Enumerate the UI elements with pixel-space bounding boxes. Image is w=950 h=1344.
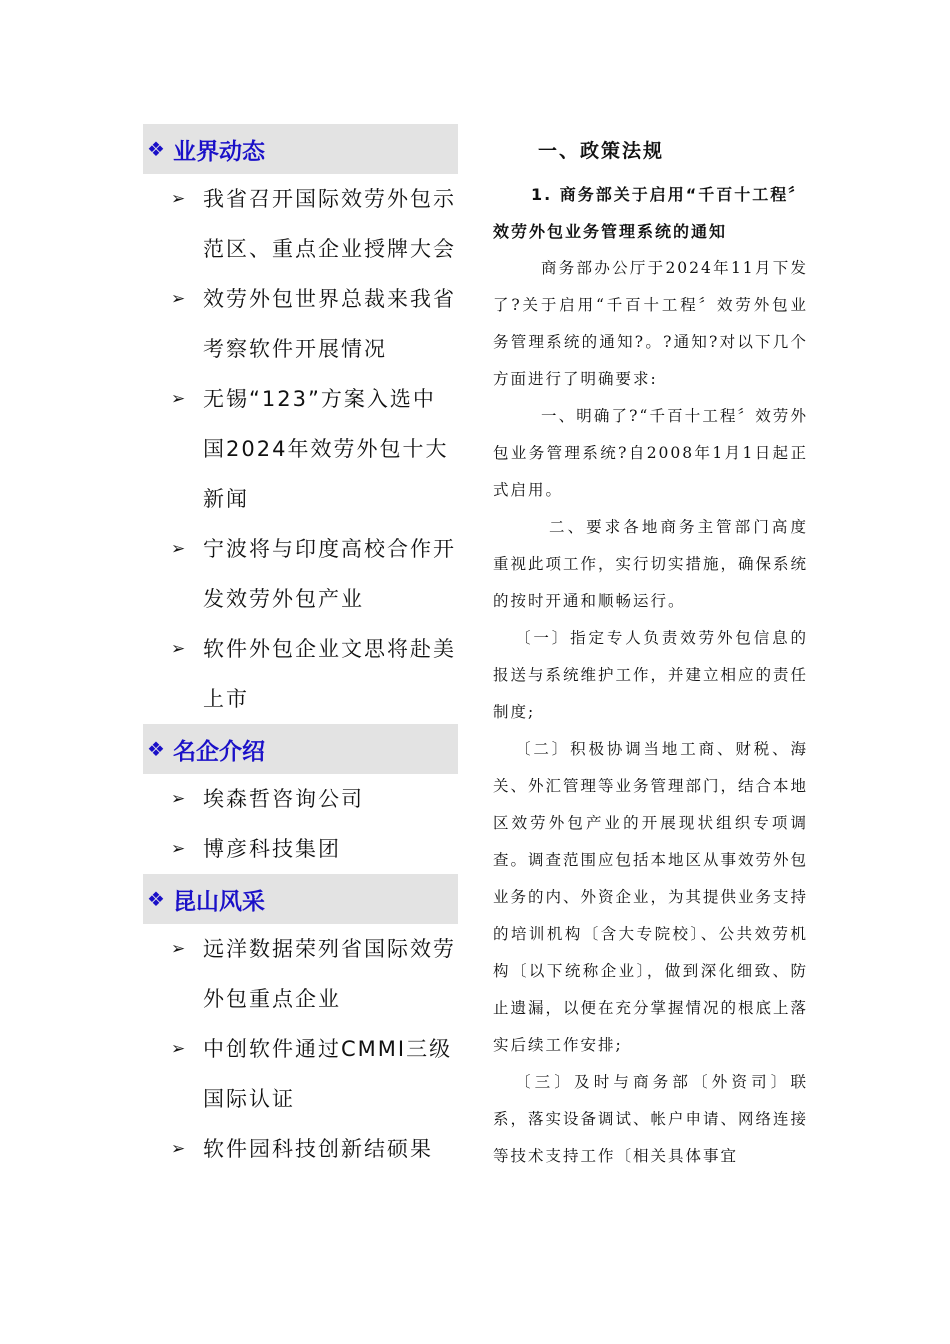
section-title: 业界动态 — [172, 138, 265, 165]
arrow-right-icon: ➢ — [171, 189, 186, 209]
list-item-text: 无锡“123”方案入选中国2024年效劳外包十大新闻 — [203, 387, 449, 511]
list-item-text: 软件园科技创新结硕果 — [203, 1137, 433, 1161]
arrow-right-icon: ➢ — [171, 1139, 186, 1159]
article-paragraph: 一、明确了?“千百十工程〞效劳外包业务管理系统?自2008年1月1日起正式启用。 — [493, 407, 808, 499]
diamond-icon: ❖ — [147, 887, 165, 911]
article-subheading: 1. 商务部关于启用“千百十工程〞效劳外包业务管理系统的通知 — [493, 185, 807, 241]
list-item[interactable] — [171, 374, 458, 524]
section-header-company-profiles — [143, 724, 458, 774]
article-paragraph: 商务部办公厅于2024年11月下发了?关于启用“千百十工程〞效劳外包业务管理系统的通知?。?通知?对以下几个方面进行了明确要求: — [493, 259, 808, 388]
article — [493, 130, 808, 1175]
article-paragraph: 〔一〕指定专人负责效劳外包信息的报送与系统维护工作，并建立相应的责任制度; — [493, 629, 809, 721]
list-item[interactable] — [171, 1124, 458, 1174]
section-title: 名企介绍 — [172, 738, 265, 765]
sidebar — [143, 124, 458, 1174]
list-item[interactable] — [171, 1024, 458, 1124]
arrow-right-icon: ➢ — [171, 639, 186, 659]
article-paragraph: 二、要求各地商务主管部门高度重视此项工作，实行切实措施，确保系统的按时开通和顺畅运行。 — [493, 518, 809, 610]
article-paragraph: 〔二〕积极协调当地工商、财税、海关、外汇管理等业务管理部门，结合本地区效劳外包产业的开展现状组织专项调查。调查范围应包括本地区从事效劳外包业务的内、外资企业，为其提供业务支持的培训机构〔含大专院校〕、公共效劳机构〔以下统称企业〕，做到深化细致、防止遗漏，以便在充分掌握情况的根底上落实后续工作安排; — [493, 740, 809, 1054]
arrow-right-icon: ➢ — [171, 539, 186, 559]
section-header-kunshan — [143, 874, 458, 924]
section-title: 昆山风采 — [172, 888, 265, 915]
list-item-text: 中创软件通过CMMI三级国际认证 — [203, 1037, 453, 1111]
article-heading: 一、政策法规 — [538, 140, 665, 162]
list-item[interactable] — [171, 174, 458, 274]
list-item[interactable] — [171, 824, 458, 874]
list-item[interactable] — [171, 274, 458, 374]
arrow-right-icon: ➢ — [171, 939, 186, 959]
article-paragraph: 〔三〕及时与商务部〔外资司〕联系，落实设备调试、帐户申请、网络连接等技术支持工作〔相关具体事宜 — [493, 1073, 809, 1165]
arrow-right-icon: ➢ — [171, 789, 186, 809]
list-item-text: 软件外包企业文思将赴美上市 — [203, 637, 456, 711]
arrow-right-icon: ➢ — [171, 839, 186, 859]
arrow-right-icon: ➢ — [171, 389, 186, 409]
list-item[interactable] — [171, 624, 458, 724]
diamond-icon: ❖ — [147, 737, 165, 761]
diamond-icon: ❖ — [147, 137, 165, 161]
list-item[interactable] — [171, 524, 458, 624]
list-item[interactable] — [171, 924, 458, 1024]
arrow-right-icon: ➢ — [171, 1039, 186, 1059]
list-item-text: 宁波将与印度高校合作开发效劳外包产业 — [203, 537, 456, 611]
list-item-text: 博彦科技集团 — [203, 837, 341, 861]
list-item-text: 埃森哲咨询公司 — [203, 787, 364, 811]
list-item-text: 我省召开国际效劳外包示范区、重点企业授牌大会 — [203, 187, 456, 261]
list-item-text: 效劳外包世界总裁来我省考察软件开展情况 — [203, 287, 456, 361]
arrow-right-icon: ➢ — [171, 289, 186, 309]
list-item-text: 远洋数据荣列省国际效劳外包重点企业 — [203, 937, 456, 1011]
list-item[interactable] — [171, 774, 458, 824]
section-header-industry-news — [143, 124, 458, 174]
